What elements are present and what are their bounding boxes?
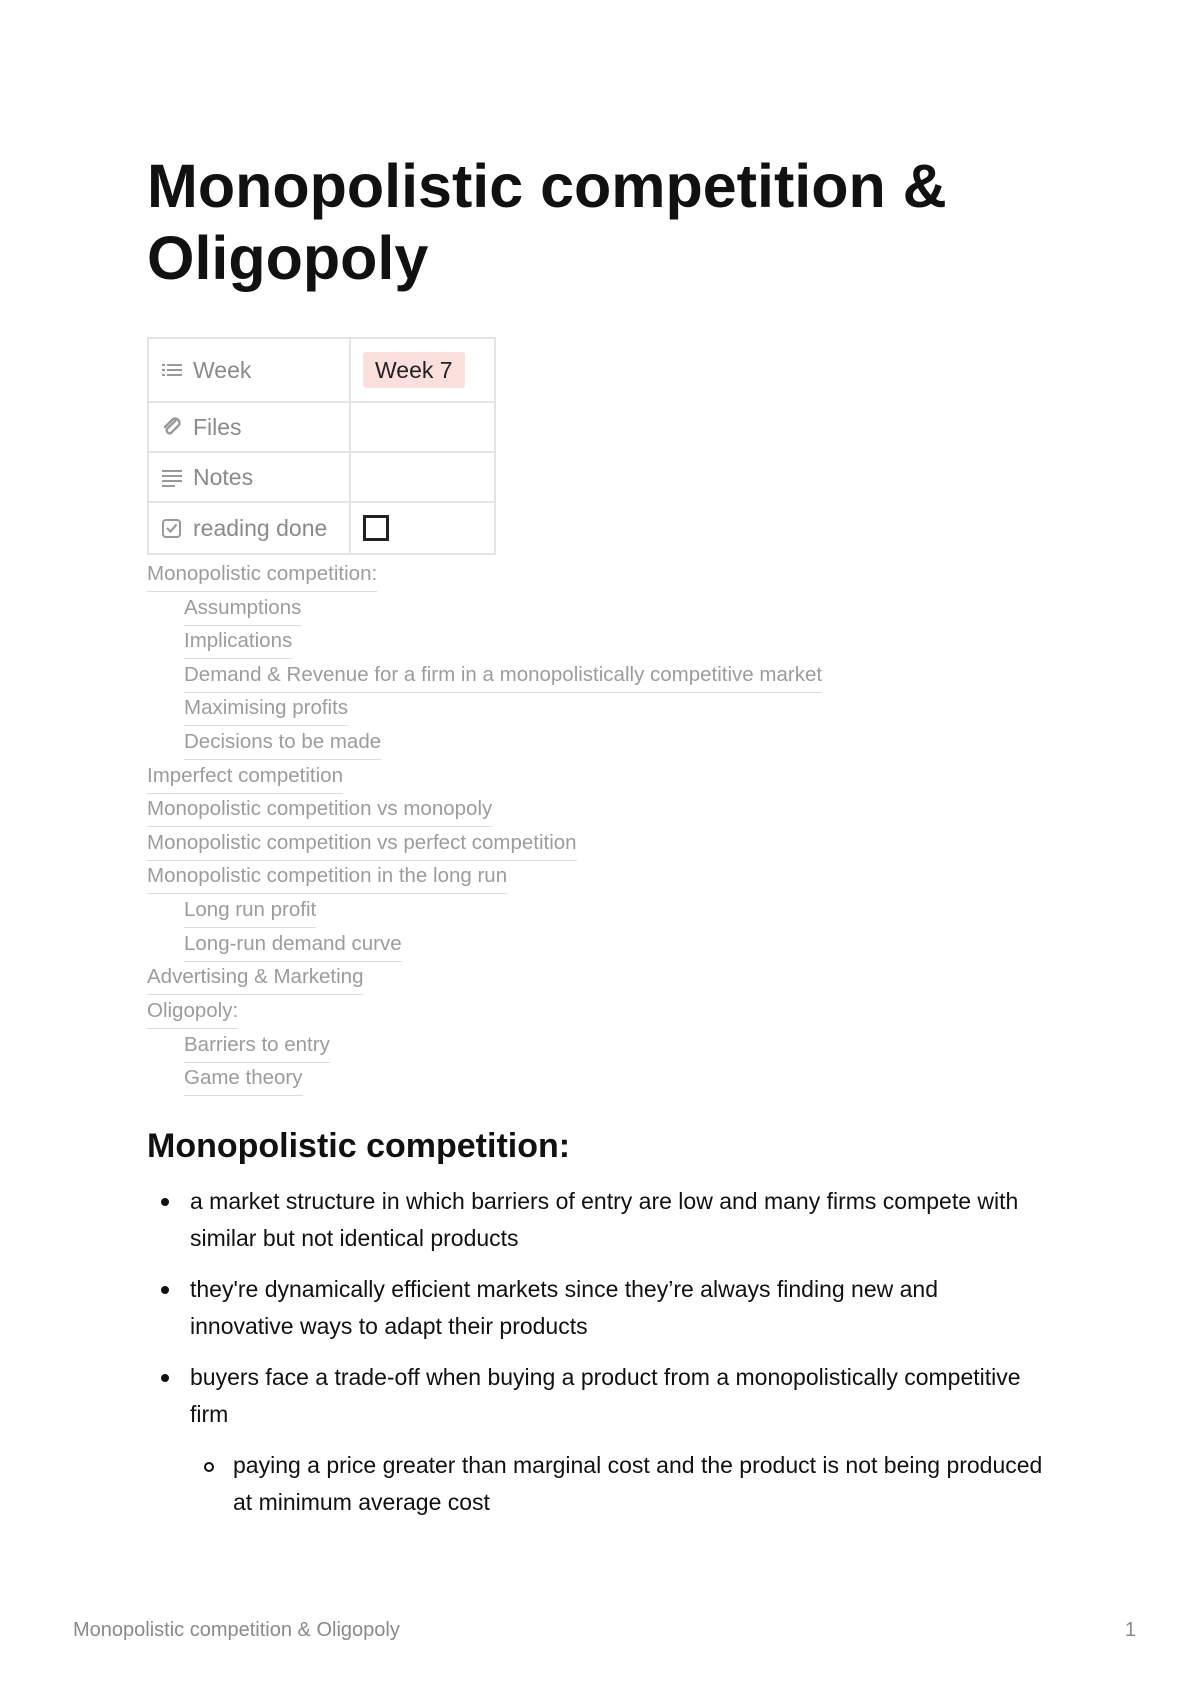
toc-link[interactable]: Barriers to entry bbox=[184, 1029, 330, 1063]
property-name: Files bbox=[193, 413, 242, 440]
list-item: buyers face a trade-off when buying a product from a monopolistically competitive firm paying a price greater than marginal cost and the product is not being produced at minimum average cost bbox=[147, 1359, 1047, 1521]
checkbox-icon bbox=[161, 517, 183, 539]
week-value-cell[interactable] bbox=[350, 338, 495, 402]
property-name: Week bbox=[193, 356, 252, 383]
toc-link[interactable]: Monopolistic competition: bbox=[147, 558, 377, 592]
sub-bullet-list bbox=[190, 1447, 1047, 1521]
table-of-contents bbox=[147, 558, 1047, 1096]
page-title: Monopolistic competition & Oligopoly bbox=[147, 152, 947, 292]
toc-link[interactable]: Imperfect competition bbox=[147, 760, 343, 794]
footer-title: Monopolistic competition & Oligopoly bbox=[73, 1619, 400, 1641]
bullet-icon bbox=[161, 1286, 169, 1294]
week-tag[interactable]: Week 7 bbox=[363, 352, 465, 388]
list-icon bbox=[161, 359, 183, 381]
list-item: paying a price greater than marginal cost and the product is not being produced at minimum average cost bbox=[190, 1447, 1047, 1521]
toc-link[interactable]: Demand & Revenue for a firm in a monopolistically competitive market bbox=[184, 659, 822, 693]
property-row-week bbox=[148, 338, 495, 402]
files-value-cell[interactable] bbox=[350, 402, 495, 452]
toc-link[interactable]: Long-run demand curve bbox=[184, 928, 402, 962]
bullet-icon bbox=[161, 1198, 169, 1206]
property-row-reading-done bbox=[148, 502, 495, 554]
notes-value-cell[interactable] bbox=[350, 452, 495, 502]
toc-link[interactable]: Decisions to be made bbox=[184, 726, 381, 760]
properties-table bbox=[147, 337, 496, 555]
property-name: reading done bbox=[193, 514, 328, 541]
reading-done-value-cell bbox=[350, 502, 495, 554]
toc-link[interactable]: Long run profit bbox=[184, 894, 316, 928]
property-row-files bbox=[148, 402, 495, 452]
property-row-notes bbox=[148, 452, 495, 502]
bullet-icon bbox=[161, 1374, 169, 1382]
toc-link[interactable]: Maximising profits bbox=[184, 692, 348, 726]
toc-link[interactable]: Implications bbox=[184, 625, 292, 659]
list-item: a market structure in which barriers of entry are low and many firms compete with similar but not identical products bbox=[147, 1183, 1047, 1257]
property-name: Notes bbox=[193, 463, 254, 490]
toc-link[interactable]: Advertising & Marketing bbox=[147, 961, 363, 995]
toc-link[interactable]: Monopolistic competition in the long run bbox=[147, 860, 507, 894]
toc-link[interactable]: Game theory bbox=[184, 1062, 303, 1096]
toc-link[interactable]: Monopolistic competition vs perfect competition bbox=[147, 827, 577, 861]
reading-done-checkbox[interactable] bbox=[363, 515, 389, 541]
paperclip-icon bbox=[161, 416, 183, 438]
bullet-list bbox=[147, 1183, 1047, 1535]
toc-link[interactable]: Oligopoly: bbox=[147, 995, 238, 1029]
toc-link[interactable]: Assumptions bbox=[184, 592, 301, 626]
hollow-bullet-icon bbox=[204, 1462, 214, 1472]
page-number: 1 bbox=[1124, 1619, 1136, 1641]
toc-link[interactable]: Monopolistic competition vs monopoly bbox=[147, 793, 492, 827]
text-lines-icon bbox=[161, 466, 183, 488]
list-item: they're dynamically efficient markets since they’re always finding new and innovative ways to adapt their products bbox=[147, 1271, 1047, 1345]
section-heading: Monopolistic competition: bbox=[147, 1127, 571, 1165]
